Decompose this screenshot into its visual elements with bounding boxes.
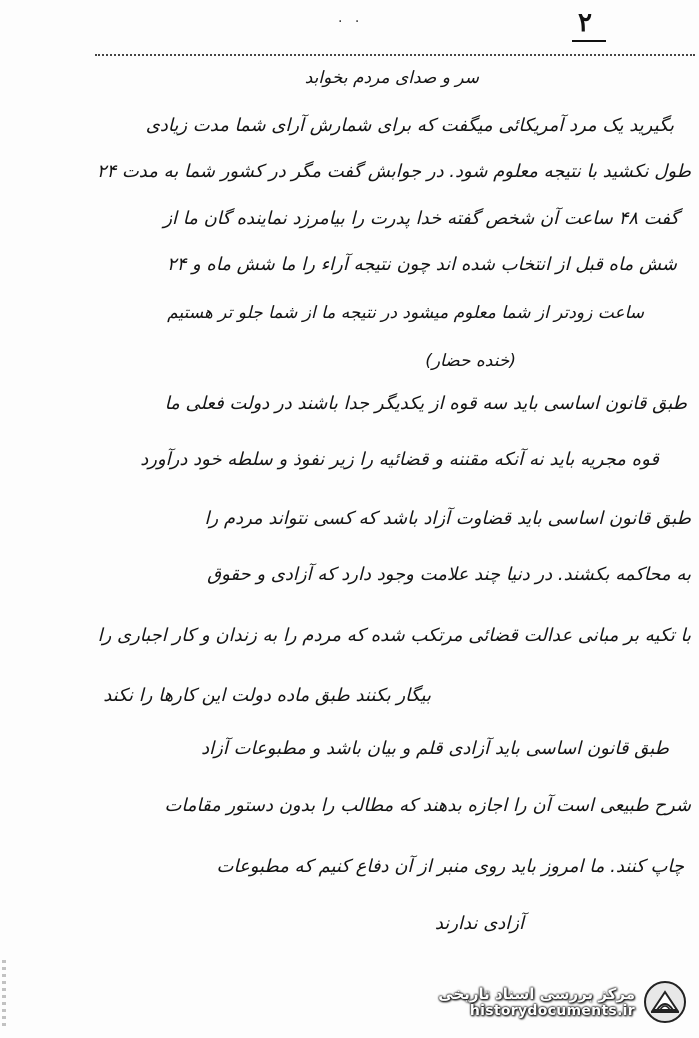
handwritten-line: بگیرید یک مرد آمریکائی میگفت که برای شمارش آرای شما مدت زیادی [145, 115, 674, 136]
handwritten-line: طبق قانون اساسی باید سه قوه از یکدیگر جدا باشند در دولت فعلی ما [164, 393, 687, 414]
handwritten-line: شش ماه قبل از انتخاب شده اند چون نتیجه آراء را ما شش ماه و ۲۴ [166, 254, 677, 275]
handwritten-line: آزادی ندارند [434, 913, 524, 934]
handwritten-line: بیگار بکنند طبق ماده دولت این کارها را نکند [103, 685, 431, 706]
handwritten-line: سر و صدای مردم بخوابد [304, 68, 479, 88]
watermark-url: historydocuments.ir [469, 1003, 635, 1019]
book-pages-logo-icon [643, 980, 687, 1024]
left-margin-mark [2, 960, 6, 1030]
handwritten-line: طبق قانون اساسی باید آزادی قلم و بیان باشد و مطبوعات آزاد [201, 738, 669, 759]
handwritten-line: ساعت زودتر از شما معلوم میشود در نتیجه ما از شما جلو تر هستیم [167, 303, 644, 323]
handwritten-line: (خنده حضار) [425, 351, 516, 371]
handwritten-line: طول نکشید با نتیجه معلوم شود. در جوابش گفت مگر در کشور شما به مدت ۲۴ [96, 161, 691, 182]
handwritten-line: چاپ کنند. ما امروز باید روی منبر از آن دفاع کنیم که مطبوعات [216, 856, 684, 877]
watermark [438, 980, 687, 1024]
handwritten-line: شرح طبیعی است آن را اجازه بدهند که مطالب را بدون دستور مقامات [164, 795, 691, 816]
page-number: ۲ [578, 8, 592, 38]
handwritten-line: گفت ۴۸ ساعت آن شخص گفته خدا پدرت را بیامرزد نماینده گان ما از [163, 208, 679, 229]
watermark-text [438, 985, 635, 1019]
handwritten-line: به محاکمه بکشند. در دنیا چند علامت وجود دارد که آزادی و حقوق [207, 564, 691, 585]
handwritten-line: طبق قانون اساسی باید قضاوت آزاد باشد که کسی نتواند مردم را [204, 508, 691, 529]
handwritten-line: قوه مجریه باید نه آنکه مقننه و قضائیه را زیر نفوذ و سلطه خود درآورد [140, 449, 659, 470]
watermark-title: مرکز بررسی اسناد تاریخی [438, 985, 635, 1003]
handwritten-line: با تکیه بر مبانی عدالت قضائی مرتکب شده که مردم را به زندان و کار اجباری را [97, 625, 691, 646]
header-dots: . . [338, 10, 364, 26]
